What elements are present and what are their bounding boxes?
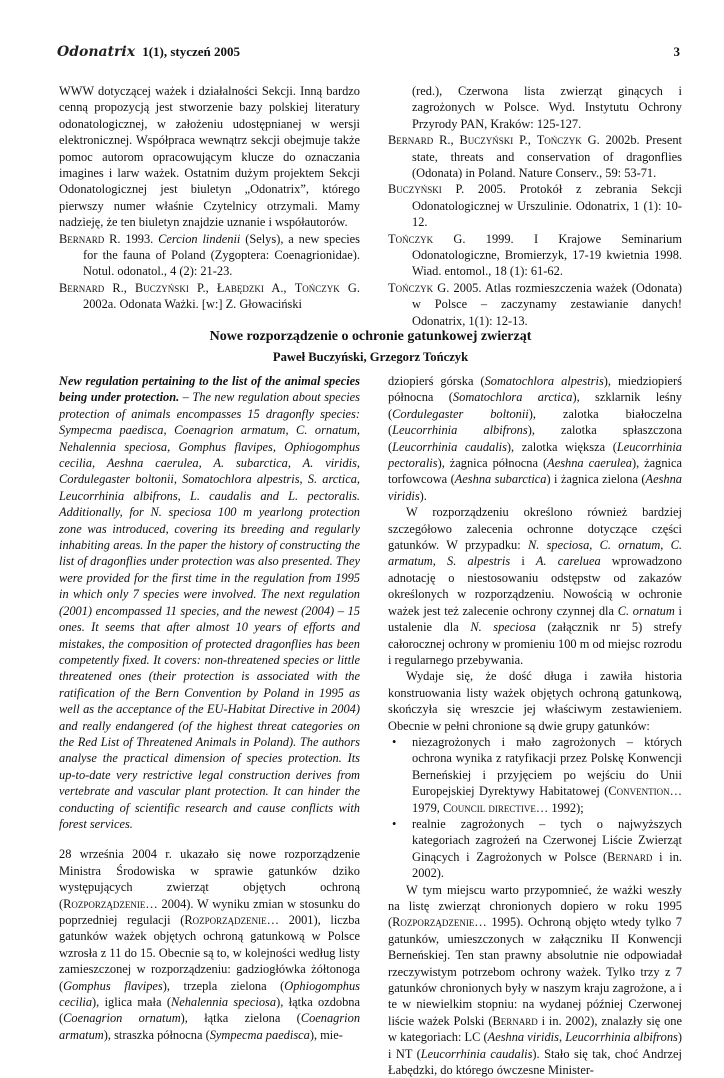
reference-buczynski-2005: Buczyński P. 2005. Protokół z zebrania Sekcji Odonatologicznej w Urszulinie. Odonatrix, 1 (1): 10-12.	[388, 182, 682, 230]
reference-continuation: (red.), Czerwona lista zwierząt ginących i zagrożonych w Polsce. Wyd. Instytutu Ochrony Przyrody PAN, Kraków: 125-127.	[412, 84, 682, 131]
reference-tonczyk-1999: Tończyk G. 1999. I Krajowe Seminarium Odonatologiczne, Bromierzyk, 17-19 kwietnia 1998. Wiad. entomol., 18 (1): 61-62.	[388, 231, 682, 279]
body-paragraph-1: 28 września 2004 r. ukazało się nowe rozporządzenie Ministra Środowiska w sprawie gatunków dziko występujących zwierząt objętych ochroną (Rozporządzenie… 2004). W wyniku zmian w stosunku do poprzedniej regulacji (Rozporządzenie… 2001), liczba gatunków ważek objętych ochroną gatunkową w Polsce wzrosła z 11 do 15. Obecnie są to, w kolejności według listy zamieszczonej w rozporządzeniu: gadziogłówka żółtonoga (Gomphus flavipes), trzepla zielona (Ophiogomphus cecilia), iglica mała (Nehalennia speciosa), łątka ozdobna (Coenagrion ornatum), łątka zielona (Coenagrion armatum), straszka północna (Sympecma paedisca), mie-	[59, 847, 361, 1042]
bullet-icon: •	[392, 734, 397, 749]
list-item: • realnie zagrożonych – tych o najwyższych kategoriach zagrożeń na Czerwonej Liście Zwierząt Ginących i Zagrożonych w Polsce (Bernard i in. 2002).	[392, 816, 682, 881]
page-number: 3	[673, 44, 680, 59]
article-title: Nowe rozporządzenie o ochronie gatunkowej zwierząt	[209, 329, 532, 344]
intro-paragraph: WWW dotyczącej ważek i działalności Sekcji. Inną bardzo cenną propozycją jest stworzenie bazy polskiej literatury odonatologicznej, w założeniu udostępnianej w wersji elektronicznej. Współpraca wewnątrz sekcji obejmuje także pomoc autorom opracowującym klucze do oznaczania imagines i larw ważek. Ostatnim dużym projektem Sekcji Odonatologicznej jest biuletyn „Odonatrix”, którego pierwszy numer właśnie Czytelnicy otrzymali. Mamy nadzieję, że ten biuletyn znajdzie uznanie i współautorów.	[59, 84, 360, 230]
running-header	[57, 44, 680, 62]
list-item: • niezagrożonych i mało zagrożonych – których ochrona wynika z ratyfikacji przez Polskę Konwencji Berneńskiej i przyjęciem po wejściu do Unii Europejskiej Dyrektywy Habitatowej (Convention… 1979, Council directive… 1992);	[392, 734, 682, 815]
bullet-icon: •	[392, 816, 397, 831]
journal-name: Odonatrix	[57, 44, 136, 60]
reference-bernard-2002a: Bernard R., Buczyński P., Łabędzki A., Tończyk G. 2002a. Odonata Ważki. [w:] Z. Głowaciński	[59, 280, 360, 312]
article-authors: Paweł Buczyński, Grzegorz Tończyk	[272, 350, 469, 364]
abstract-heading: New regulation pertaining to the list of the animal species being under protection.	[59, 374, 360, 405]
top-right-column	[388, 83, 682, 329]
body-paragraph-2: W rozporządzeniu określono również bardziej szczegółowo zalecenia ochronne dotyczące części gatunków. W przypadku: N. speciosa, C. ornatum, C. armatum, S. alpestris i A. careluea wprowadzono adnotację o niestosowaniu odstępstw od zakazów określonych w rozporządzeniu. Nowością w ochronie ważek jest też zalecenie ochrony czynnej dla C. ornatum i ustalenie dla N. speciosa (załącznik nr 5) strefy całorocznej ochrony w promieniu 100 m od miejsc rozrodu i regularnego przebywania.	[388, 505, 682, 667]
reference-tonczyk-2005: Tończyk G. 2005. Atlas rozmieszczenia ważek (Odonata) w Polsce – zaczynamy zestawianie danych! Odonatrix, 1(1): 12-13.	[388, 280, 682, 328]
bottom-right-column	[388, 373, 682, 1078]
body-paragraph-1-continued: dziopierś górska (Somatochlora alpestris), miedziopierś północna (Somatochlora arctica), szklarnik leśny (Cordulegaster boltonii), zalotka białoczelna (Leucorrhinia albifrons), zalotka spłaszczona (Leucorrhinia caudalis), zalotka większa (Leucorrhinia pectoralis), żagnica północna (Aeshna caerulea), żagnica torfowcowa (Aeshna subarctica) i żagnica zielona (Aeshna viridis).	[388, 374, 683, 503]
reference-bernard-2002b: Bernard R., Buczyński P., Tończyk G. 2002b. Present state, threats and conservation of dragonflies (Odonata) in Poland. Nature Conserv., 59: 53-71.	[388, 133, 683, 181]
body-paragraph-3: Wydaje się, że dość długa i zawiła historia konstruowania listy ważek objętych ochroną gatunkową, skończyła się wreszcie jej właściwym zestawieniem. Obecnie w pełni chronione są dwie grupy gatunków:	[388, 669, 682, 733]
abstract-body: – The new regulation about species protection of animals encompasses 15 dragonfly species: Sympecma paedisca, Coenagrion armatum, C. ornatum, Nehalennia speciosa, Gomphus flavipes, Ophiogomphus cecilia, Aeshna caerulea, A. subarctica, A. viridis, Cordulegaster boltonii, Somatochlora alpestris, S. arctica, Leucorrhinia albifrons, L. caudalis and L. pectoralis. Additionally, for N. speciosa 100 m yearlong protection zone was introduced, covering its breeding and regularly inhabiting areas. In the paper the history of constructing the list of dragonflies under protection was also presented. They were provided for the first time in the regulation from 1995 in which only 7 species were involved. The next regulation (2001) encompassed 11 species, and the newest (2004) – 15 ones. It seems that after almost 10 years of efforts and mistakes, the composition of protected dragonflies has been competently fixed. It covers: non-threatened species or little threatened ones (their protection is associated with the ratification of the Bern Convention by Poland in 1995 as well as the acceptance of the EU-Habitat Directive in 2004) and really endangered (of the highest threat categories on the Red List of Threatened Animals in Poland). The authors analyse the practical dimension of species protection. Its up-to-date very restrictive legal construction derives from vertebrate and vascular plant protection. It can hinder the conducting of scientific research and cause conflicts with forest services.	[59, 390, 360, 831]
reference-bernard-1993: Bernard R. 1993. Cercion lindenii (Selys), a new species for the fauna of Poland (Zygoptera: Coenagrionidae). Notul. odonatol., 4 (2): 21-23.	[59, 231, 360, 279]
english-abstract	[59, 373, 360, 832]
issue-info: 1(1), styczeń 2005	[142, 44, 241, 59]
bottom-left-column	[59, 373, 360, 1043]
body-paragraph-4: W tym miejscu warto przypomnieć, że ważki weszły na listę zwierząt chronionych dopiero w roku 1995 (Rozporządzenie… 1995). Ochroną objęto wtedy tylko 7 gatunków, umieszczonych w załączniku II Konwencji Berneńskiej. Ten stan prawny absolutnie nie odpowiadał rzeczywistym potrzebom ochrony ważek. Tylko trzy z 7 gatunków chronionych były w naszym kraju zagrożone, a i te w niewielkim stopniu: na wydanej później Czerwonej liście ważek Polski (Bernard i in. 2002), znalazły się one w kategoriach: LC (Aeshna viridis, Leucorrhinia albifrons) i NT (Leucorrhinia caudalis). Stało się tak, choć Andrzej Łabędzki, do którego ówczesne Minister-	[388, 882, 683, 1078]
protected-groups-list	[388, 734, 682, 882]
top-left-column	[59, 83, 360, 313]
